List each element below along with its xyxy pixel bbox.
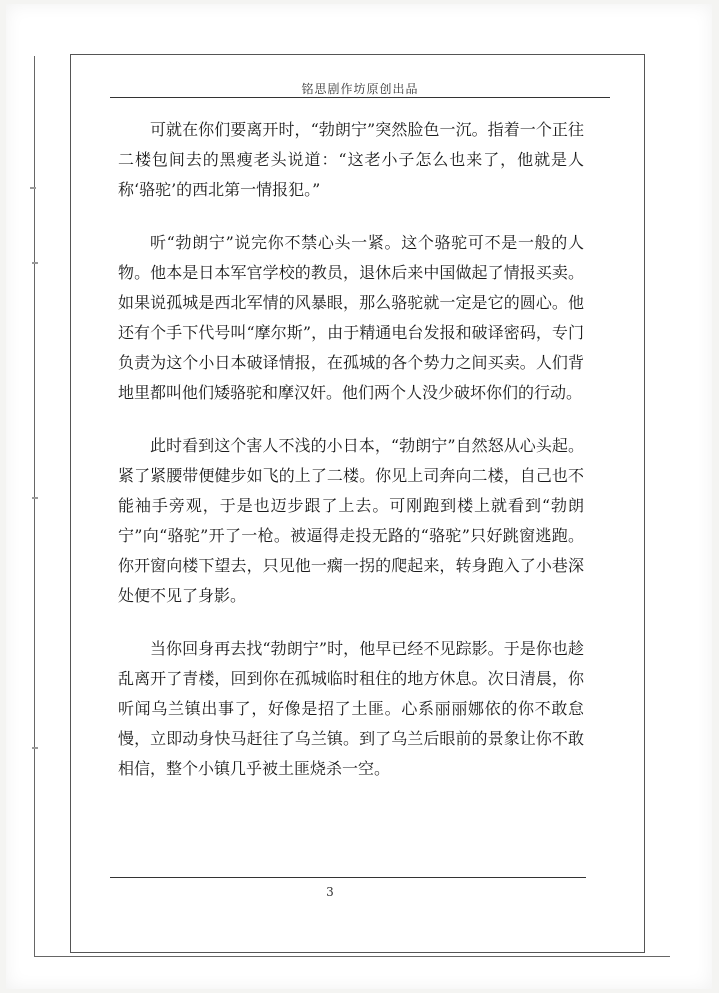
scan-artifact-mark — [32, 747, 38, 749]
page-header-title: 铭思剧作坊原创出品 — [301, 82, 419, 96]
scan-artifact-mark — [32, 262, 38, 264]
footer-divider — [110, 877, 586, 878]
paragraph-1: 可就在你们要离开时，“勃朗宁”突然脸色一沉。指着一个正往二楼包间去的黑瘦老头说道：“这老小子怎么也来了，他就是人称‘骆驼’的西北第一情报犯。” — [118, 120, 584, 199]
scan-artifact-mark — [32, 497, 38, 499]
story-body — [118, 115, 584, 807]
paragraph-2: 听“勃朗宁”说完你不禁心头一紧。这个骆驼可不是一般的人物。他本是日本军官学校的教员，退休后来中国做起了情报买卖。如果说孤城是西北军情的风暴眼，那么骆驼就一定是它的圆心。他还有个手下代号叫“摩尔斯”，由于精通电台发报和破译密码，专门负责为这个小日本破译情报，在孤城的各个势力之间买卖。人们背地里都叫他们矮骆驼和摩汉奸。他们两个人没少破坏你们的行动。 — [118, 233, 584, 402]
page-number: 3 — [326, 885, 334, 899]
header-divider — [110, 97, 610, 98]
paragraph-4: 当你回身再去找“勃朗宁”时，他早已经不见踪影。于是你也趁乱离开了青楼，回到你在孤城临时租住的地方休息。次日清晨，你听闻乌兰镇出事了，好像是招了土匪。心系丽丽娜依的你不敢怠慢，立即动身快马赶往了乌兰镇。到了乌兰后眼前的景象让你不敢相信，整个小镇几乎被土匪烧杀一空。 — [118, 639, 584, 778]
scan-artifact-mark — [30, 187, 36, 189]
paragraph-3: 此时看到这个害人不浅的小日本，“勃朗宁”自然怒从心头起。紧了紧腰带便健步如飞的上了二楼。你见上司奔向二楼，自己也不能袖手旁观，于是也迈步跟了上去。可刚跑到楼上就看到“勃朗宁”向“骆驼”开了一枪。被逼得走投无路的“骆驼”只好跳窗逃跑。你开窗向楼下望去，只见他一瘸一拐的爬起来，转身跑入了小巷深处便不见了身影。 — [118, 436, 584, 605]
